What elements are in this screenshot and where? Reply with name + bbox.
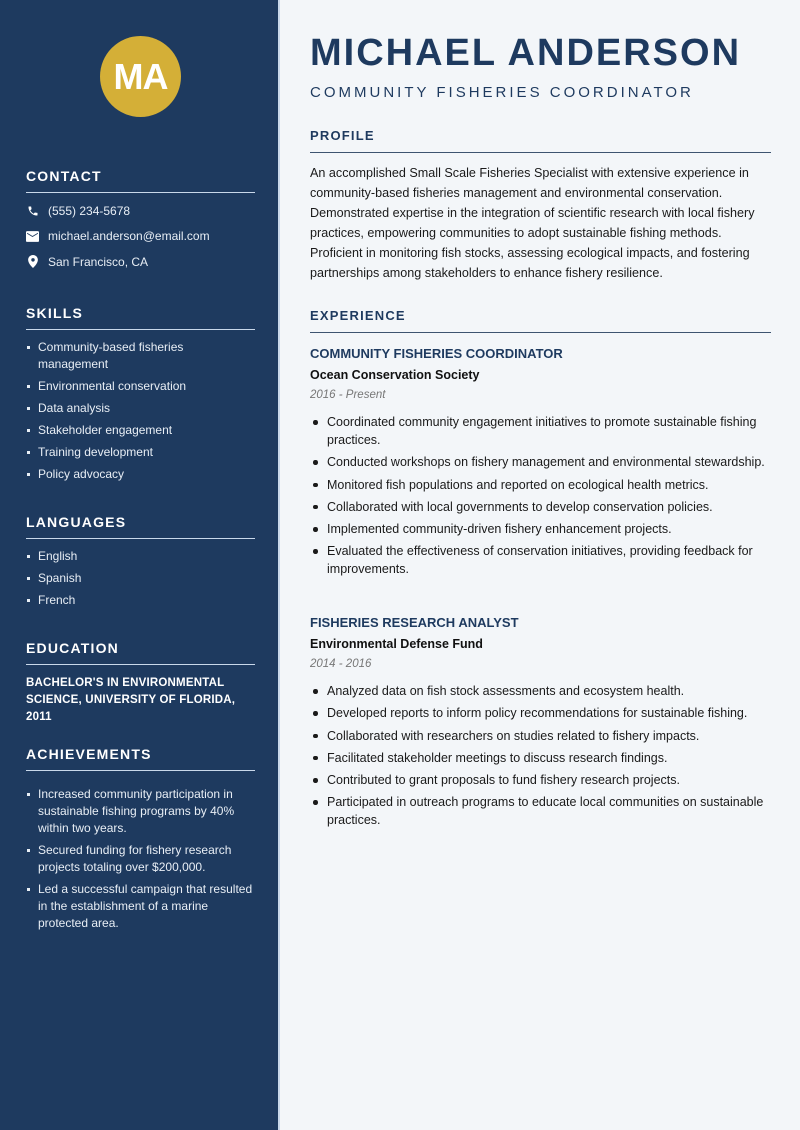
- achievement-item: Led a successful campaign that resulted in the establishment of a marine protected area.: [26, 881, 255, 932]
- skill-item: Data analysis: [26, 400, 255, 417]
- avatar-initials: MA: [113, 55, 168, 97]
- candidate-title: COMMUNITY FISHERIES COORDINATOR: [310, 84, 694, 101]
- language-item: English: [26, 548, 255, 565]
- education-degree: BACHELOR'S IN ENVIRONMENTAL SCIENCE, UNIVERSITY OF FLORIDA, 2011: [26, 677, 236, 723]
- job-title: FISHERIES RESEARCH ANALYST: [310, 615, 519, 630]
- job-bullet: Contributed to grant proposals to fund fishery research projects.: [310, 771, 771, 789]
- candidate-name: MICHAEL ANDERSON: [310, 32, 742, 74]
- location-pin-icon: [26, 255, 39, 268]
- avatar: [100, 36, 181, 117]
- skills-heading: SKILLS: [26, 305, 255, 330]
- contact-email: [26, 228, 255, 245]
- job-bullet: Participated in outreach programs to educate local communities on sustainable practices.: [310, 793, 771, 829]
- skill-item: Stakeholder engagement: [26, 422, 255, 439]
- profile-heading: PROFILE: [310, 128, 771, 153]
- languages-list: [26, 548, 255, 609]
- job-organization: Environmental Defense Fund: [310, 637, 483, 651]
- job-bullet: Facilitated stakeholder meetings to discuss research findings.: [310, 749, 771, 767]
- achievements-section: [26, 746, 255, 937]
- skill-item: Training development: [26, 444, 255, 461]
- education-heading: EDUCATION: [26, 640, 255, 665]
- job-organization: Ocean Conservation Society: [310, 368, 480, 382]
- job-bullet: Monitored fish populations and reported on ecological health metrics.: [310, 476, 771, 494]
- achievement-item: Increased community participation in sustainable fishing programs by 40% within two years.: [26, 786, 255, 837]
- contact-heading: CONTACT: [26, 168, 255, 193]
- job-bullet: Collaborated with researchers on studies related to fishery impacts.: [310, 727, 771, 745]
- job-bullets: [310, 413, 771, 578]
- job-entry: [310, 615, 771, 834]
- language-item: French: [26, 592, 255, 609]
- location-text: San Francisco, CA: [48, 254, 149, 269]
- job-bullet: Collaborated with local governments to develop conservation policies.: [310, 498, 771, 516]
- job-dates: 2016 - Present: [310, 389, 386, 401]
- job-bullet: Developed reports to inform policy recommendations for sustainable fishing.: [310, 704, 771, 722]
- job-bullet: Analyzed data on fish stock assessments and ecosystem health.: [310, 682, 771, 700]
- achievements-heading: ACHIEVEMENTS: [26, 746, 255, 771]
- contact-location: [26, 253, 255, 270]
- job-bullet: Evaluated the effectiveness of conservation initiatives, providing feedback for improvements.: [310, 542, 771, 578]
- job-entry: [310, 346, 771, 583]
- phone-icon: [26, 204, 39, 217]
- job-bullet: Conducted workshops on fishery management and environmental stewardship.: [310, 453, 771, 471]
- experience-heading: EXPERIENCE: [310, 308, 771, 333]
- profile-text: An accomplished Small Scale Fisheries Specialist with extensive experience in community-based fisheries management and environmental conservation. Demonstrated expertise in the integration of scientific research with local fishery practices, empowering communities to adopt sustainable fishing methods. Proficient in monitoring fish stocks, assessing ecological impacts, and fostering partnerships among stakeholders to enhance fishery resilience.: [310, 166, 755, 280]
- language-item: Spanish: [26, 570, 255, 587]
- skills-list: [26, 339, 255, 483]
- job-bullet: Coordinated community engagement initiatives to promote sustainable fishing practices.: [310, 413, 771, 449]
- skill-item: Community-based fisheries management: [26, 339, 255, 373]
- achievements-list: [26, 786, 255, 932]
- contact-section: [26, 168, 255, 279]
- job-bullets: [310, 682, 771, 829]
- phone-text: (555) 234-5678: [48, 203, 131, 218]
- email-text[interactable]: michael.anderson@email.com: [48, 229, 210, 243]
- languages-heading: LANGUAGES: [26, 514, 255, 539]
- contact-phone: [26, 202, 255, 219]
- skills-section: [26, 305, 255, 488]
- email-icon: [26, 230, 39, 243]
- job-dates: 2014 - 2016: [310, 658, 372, 670]
- job-bullet: Implemented community-driven fishery enhancement projects.: [310, 520, 771, 538]
- languages-section: [26, 514, 255, 614]
- education-section: [26, 640, 255, 726]
- sidebar: [0, 0, 280, 1130]
- skill-item: Policy advocacy: [26, 466, 255, 483]
- achievement-item: Secured funding for fishery research projects totaling over $200,000.: [26, 842, 255, 876]
- skill-item: Environmental conservation: [26, 378, 255, 395]
- job-title: COMMUNITY FISHERIES COORDINATOR: [310, 346, 563, 361]
